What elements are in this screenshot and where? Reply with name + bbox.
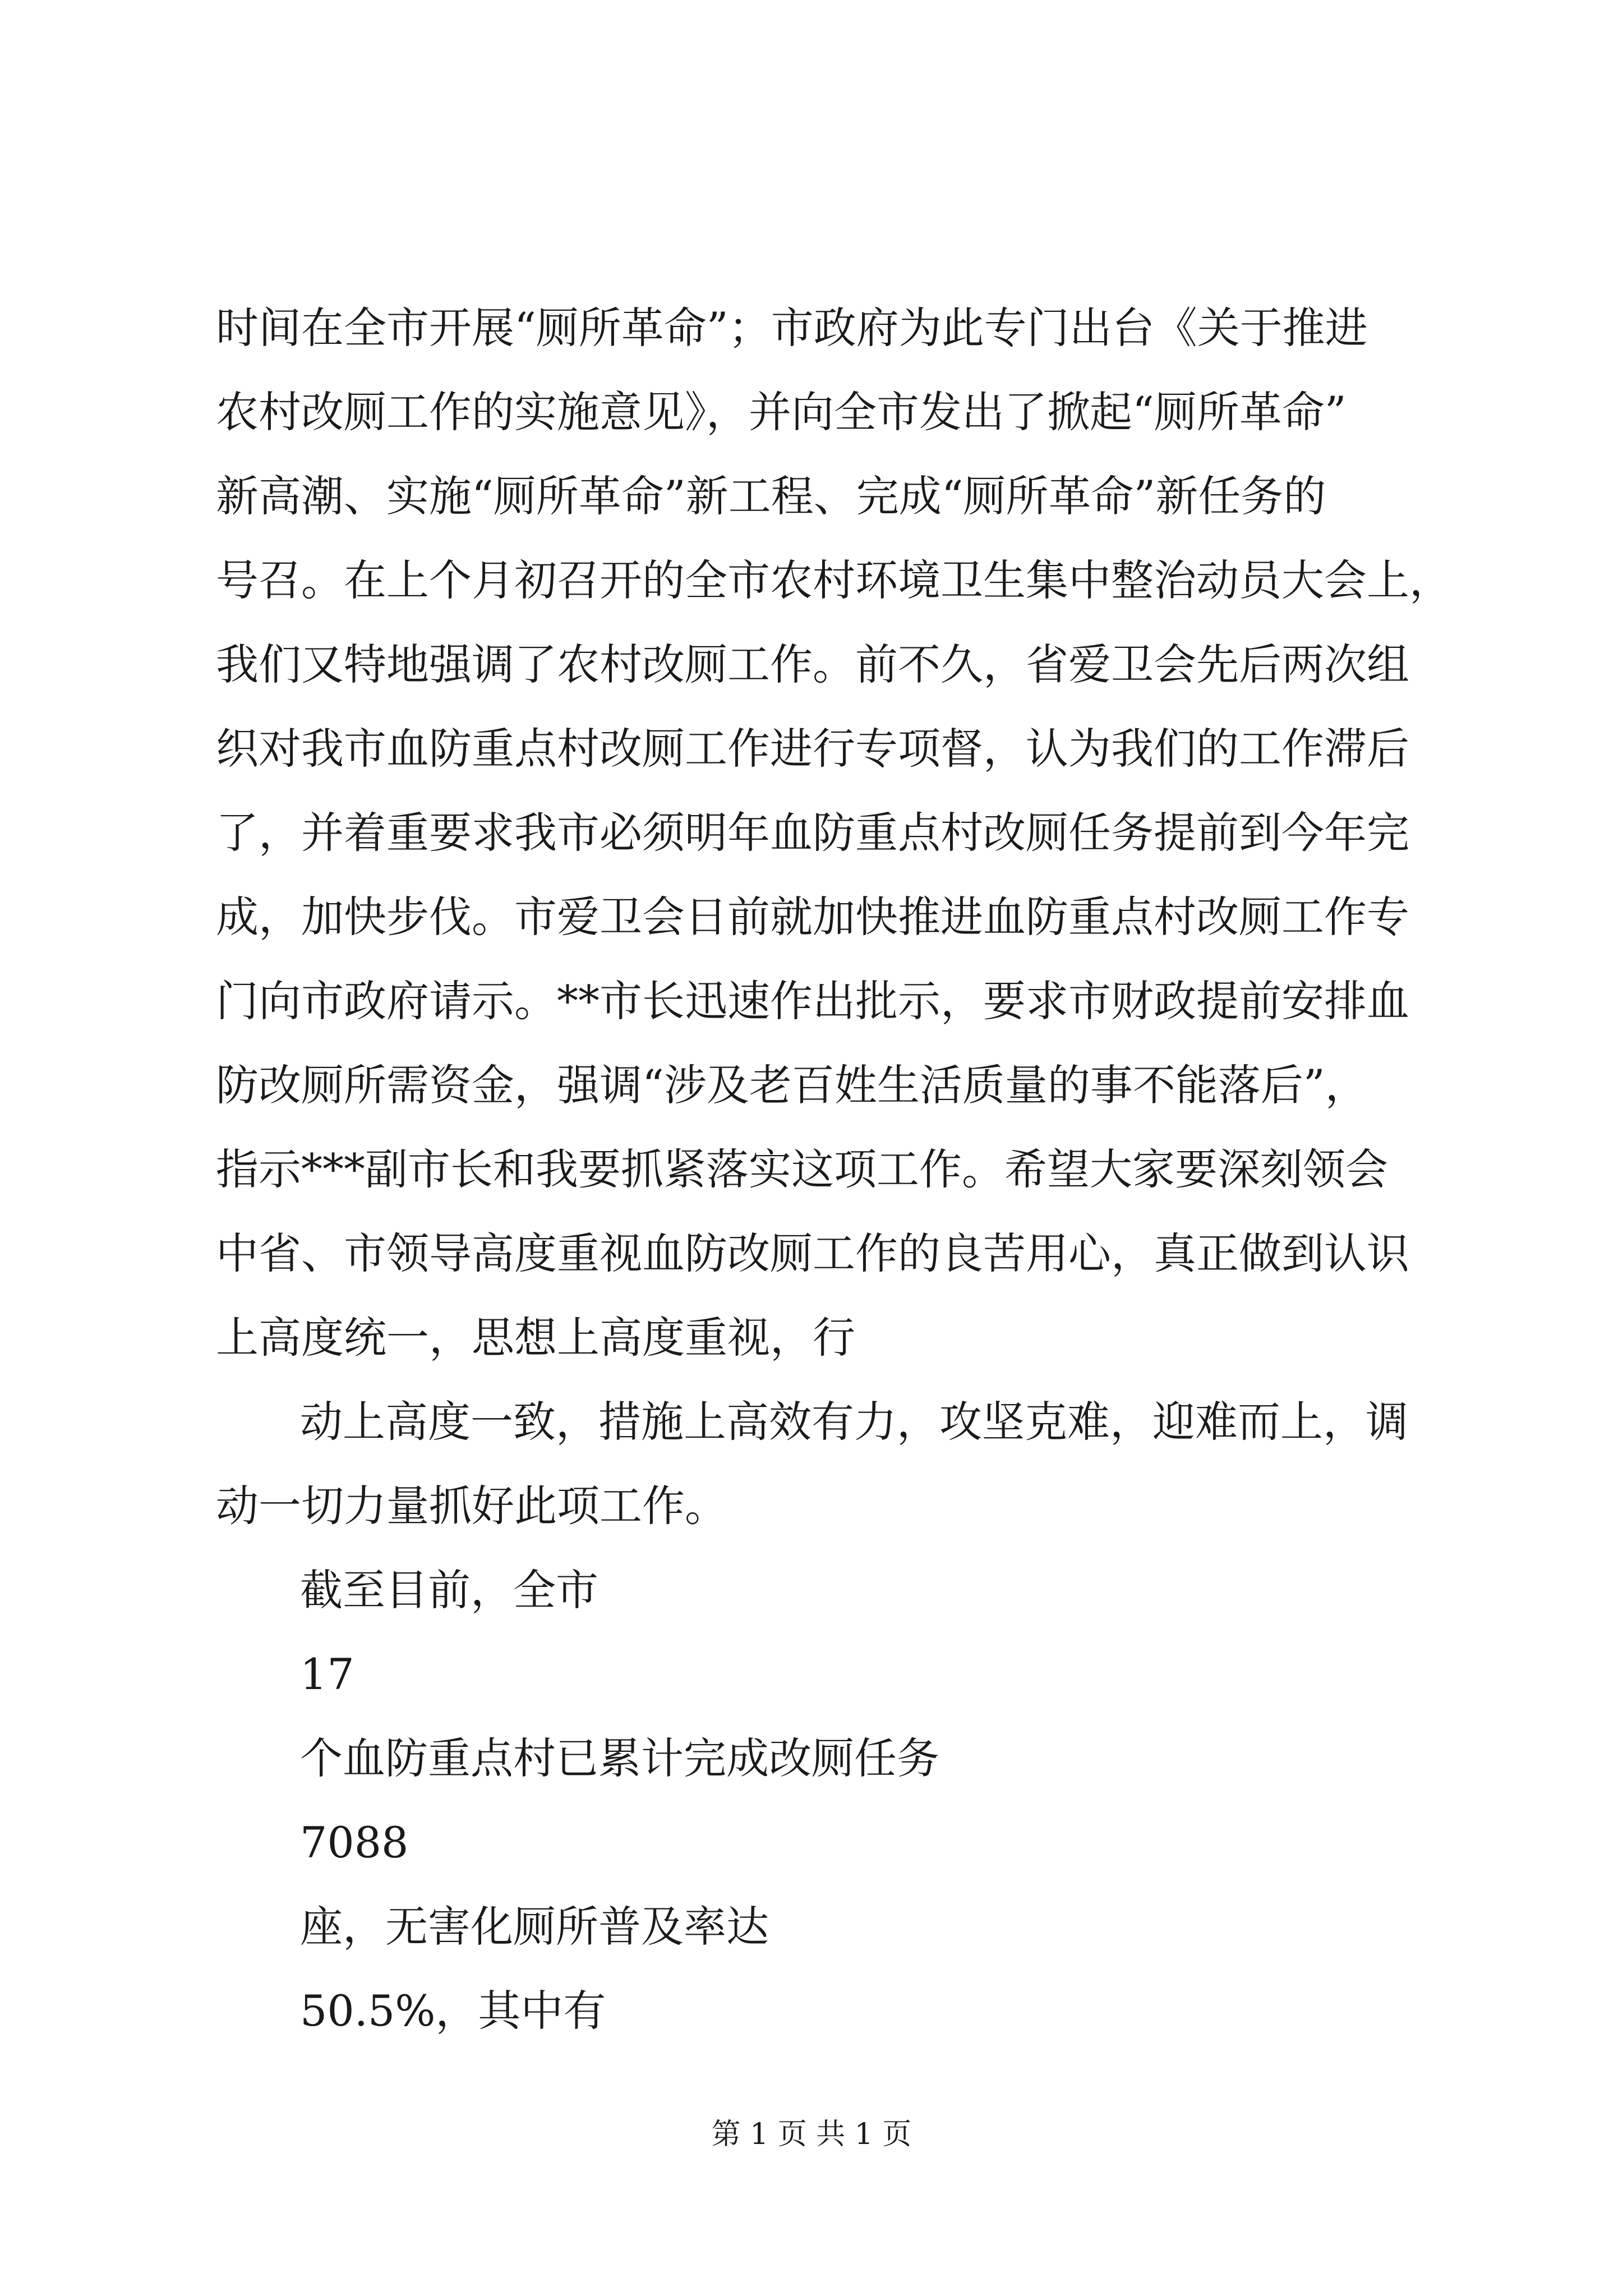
text-line: 我们又特地强调了农村改厕工作。前不久，省爱卫会先后两次组 bbox=[216, 639, 1409, 689]
text-line: 成，加快步伐。市爱卫会日前就加快推进血防重点村改厕工作专 bbox=[216, 892, 1409, 942]
text-line: 时间在全市开展“厕所革命”；市政府为此专门出台《关于推进 bbox=[216, 303, 1368, 353]
text-line: 防改厕所需资金，强调“涉及老百姓生活质量的事不能落后”， bbox=[216, 1060, 1368, 1110]
text-line: 17 bbox=[300, 1649, 354, 1699]
text-line: 门向市政府请示。**市长迅速作出批示，要求市财政提前安排血 bbox=[216, 976, 1409, 1026]
text-line: 座，无害化厕所普及率达 bbox=[300, 1902, 769, 1952]
text-line: 中省、市领导高度重视血防改厕工作的良苦用心，真正做到认识 bbox=[216, 1228, 1409, 1278]
text-line: 截至目前，全市 bbox=[300, 1565, 598, 1615]
text-line: 了，并着重要求我市必须明年血防重点村改厕任务提前到今年完 bbox=[216, 808, 1409, 858]
text-line: 新高潮、实施“厕所革命”新工程、完成“厕所革命”新任务的 bbox=[216, 471, 1326, 521]
text-line: 动一切力量抓好此项工作。 bbox=[216, 1481, 727, 1531]
text-line: 动上高度一致，措施上高效有力，攻坚克难，迎难而上，调 bbox=[300, 1397, 1408, 1447]
page-number-footer: 第 1 页 共 1 页 bbox=[711, 2118, 912, 2151]
text-line: 农村改厕工作的实施意见》，并向全市发出了掀起“厕所革命” bbox=[216, 387, 1347, 437]
text-line: 织对我市血防重点村改厕工作进行专项督，认为我们的工作滞后 bbox=[216, 724, 1409, 774]
text-line: 50.5%，其中有 bbox=[300, 1986, 606, 2036]
text-line: 上高度统一，思想上高度重视，行 bbox=[216, 1313, 855, 1363]
text-line: 指示***副市长和我要抓紧落实这项工作。希望大家要深刻领会 bbox=[216, 1144, 1388, 1194]
text-line: 号召。在上个月初召开的全市农村环境卫生集中整治动员大会上， bbox=[216, 555, 1452, 605]
text-line: 7088 bbox=[300, 1818, 409, 1867]
text-line: 个血防重点村已累计完成改厕任务 bbox=[300, 1733, 939, 1783]
